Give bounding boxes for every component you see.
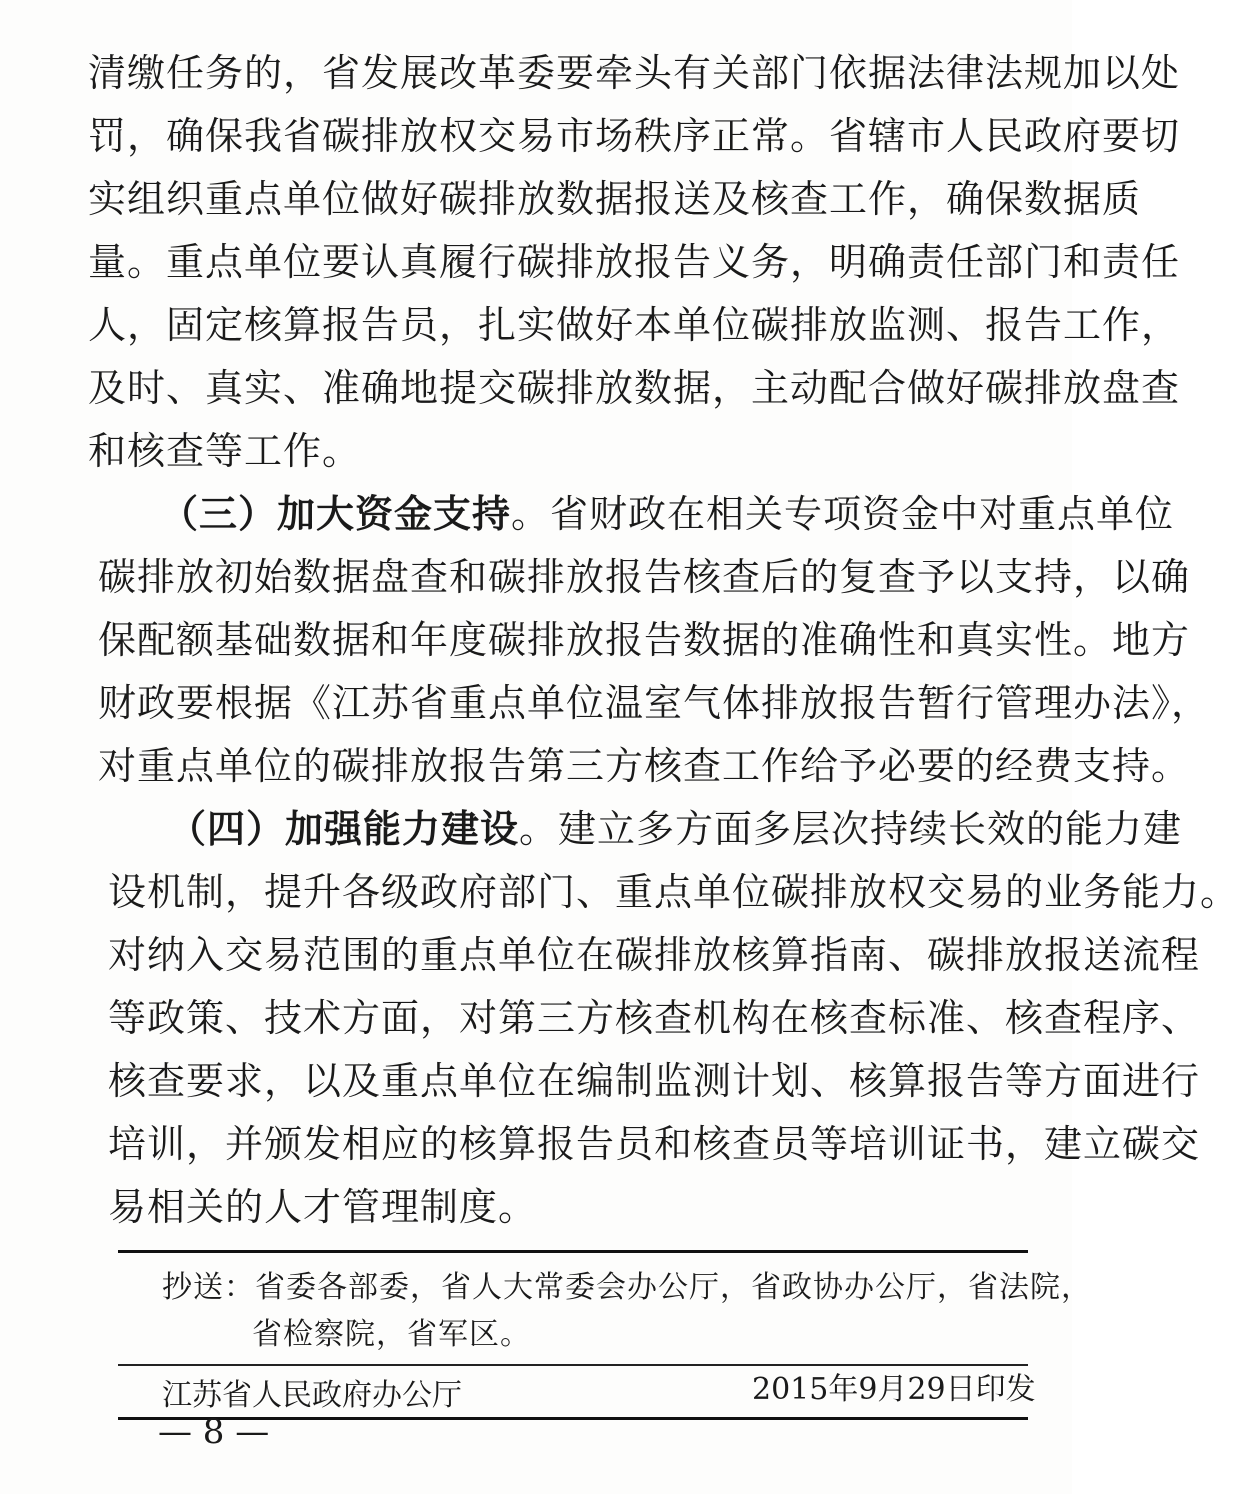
section4-line-4: 核查要求，以及重点单位在编制监测计划、核算报告等方面进行 <box>108 1059 1201 1103</box>
body-line-4: 量。重点单位要认真履行碳排放报告义务，明确责任部门和责任 <box>88 240 1181 284</box>
section3-line-2: 保配额基础数据和年度碳排放报告数据的准确性和真实性。地方 <box>98 618 1191 662</box>
section4-line-1: 设机制，提升各级政府部门、重点单位碳排放权交易的业务能力。 <box>108 870 1239 914</box>
issue-date: 2015年9月29日印发 <box>752 1372 1036 1407</box>
cc-line-1 <box>162 1268 1092 1308</box>
footer-middle-rule <box>118 1364 1028 1366</box>
section3-line-1: 碳排放初始数据盘查和碳排放报告核查后的复查予以支持，以确 <box>98 555 1191 599</box>
section4-first-line <box>168 806 1183 852</box>
section3-line-3: 财政要根据《江苏省重点单位温室气体排放报告暂行管理办法》， <box>98 681 1211 725</box>
body-line-6: 及时、真实、准确地提交碳排放数据，主动配合做好碳排放盘查 <box>88 366 1181 410</box>
section4-line-6: 易相关的人才管理制度。 <box>108 1185 538 1229</box>
section3-line-4: 对重点单位的碳排放报告第三方核查工作给予必要的经费支持。 <box>98 744 1191 788</box>
cc-recipients-1: 省委各部委，省人大常委会办公厅，省政协办公厅，省法院， <box>255 1270 1092 1305</box>
body-line-2: 罚，确保我省碳排放权交易市场秩序正常。省辖市人民政府要切 <box>88 114 1181 158</box>
body-line-3: 实组织重点单位做好碳排放数据报送及核查工作，确保数据质 <box>88 177 1142 221</box>
body-line-1: 清缴任务的，省发展改革委要牵头有关部门依据法律法规加以处 <box>88 51 1181 95</box>
body-line-5: 人，固定核算报告员，扎实做好本单位碳排放监测、报告工作， <box>88 303 1181 347</box>
section3-heading: （三）加大资金支持 <box>160 491 512 536</box>
section4-first-line-text: 。建立多方面多层次持续长效的能力建 <box>519 807 1183 851</box>
issuer-name: 江苏省人民政府办公厅 <box>162 1378 462 1413</box>
section3-first-line <box>160 491 1175 537</box>
page-number: — 8 — <box>158 1412 270 1452</box>
footer-top-rule <box>118 1250 1028 1253</box>
section4-line-3: 等政策、技术方面，对第三方核查机构在核查标准、核查程序、 <box>108 996 1201 1040</box>
section4-heading: （四）加强能力建设 <box>168 806 520 851</box>
section3-first-line-text: 。省财政在相关专项资金中对重点单位 <box>511 492 1175 536</box>
section4-line-5: 培训，并颁发相应的核算报告员和核查员等培训证书，建立碳交 <box>108 1122 1201 1166</box>
cc-recipients-2: 省检察院，省军区。 <box>252 1317 531 1352</box>
section4-line-2: 对纳入交易范围的重点单位在碳排放核算指南、碳排放报送流程 <box>108 933 1201 977</box>
body-line-7: 和核查等工作。 <box>88 429 362 473</box>
cc-label: 抄送： <box>162 1270 255 1305</box>
